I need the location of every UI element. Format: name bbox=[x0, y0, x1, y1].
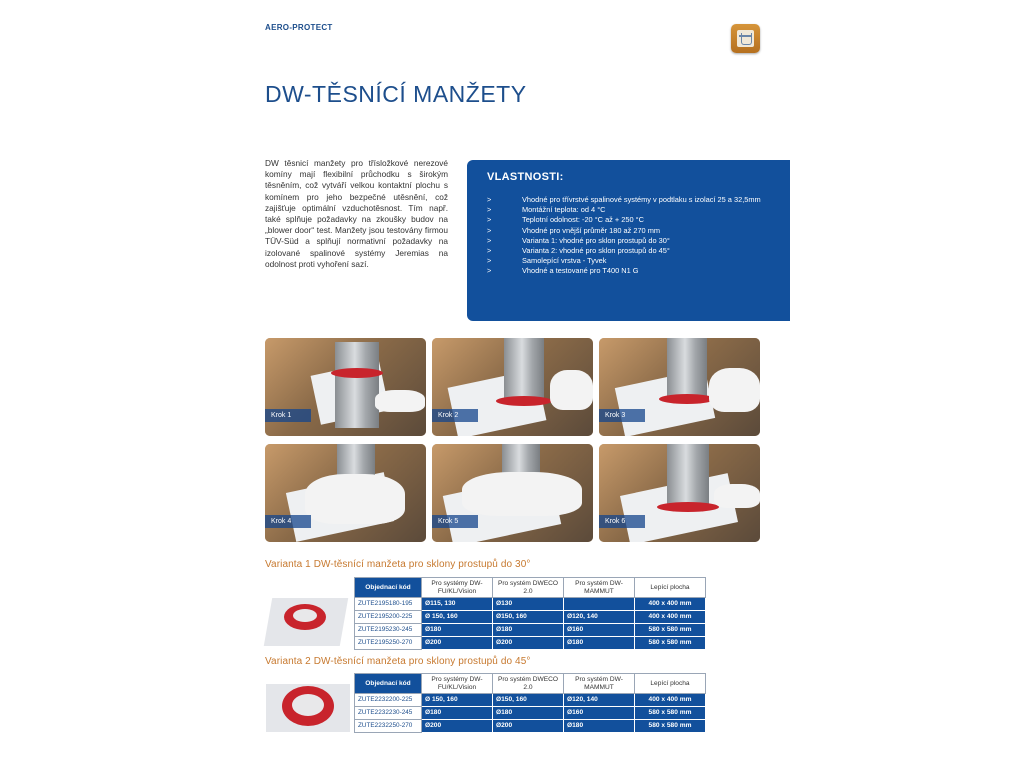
cell-area: 400 x 400 mm bbox=[635, 694, 706, 707]
cell-dw-mammut: Ø180 bbox=[564, 637, 635, 650]
cell-dw-fu: Ø180 bbox=[422, 624, 493, 637]
cell-dweco: Ø200 bbox=[493, 637, 564, 650]
cell-dw-fu: Ø115, 130 bbox=[422, 598, 493, 611]
product-icon-glyph bbox=[737, 30, 754, 47]
cell-dw-mammut: Ø120, 140 bbox=[564, 611, 635, 624]
bullet-icon: > bbox=[487, 266, 492, 276]
cell-area: 580 x 580 mm bbox=[635, 720, 706, 733]
header-adhesive-area: Lepící plocha bbox=[635, 578, 706, 598]
bullet-icon: > bbox=[487, 256, 492, 266]
properties-list bbox=[487, 195, 777, 277]
variant2-table bbox=[354, 673, 706, 733]
cell-dw-mammut: Ø160 bbox=[564, 707, 635, 720]
installation-steps bbox=[265, 338, 760, 542]
brand-label: AERO-PROTECT bbox=[265, 23, 333, 32]
property-item bbox=[487, 205, 777, 215]
cell-dw-mammut: Ø120, 140 bbox=[564, 694, 635, 707]
property-item bbox=[487, 266, 777, 276]
cell-dweco: Ø200 bbox=[493, 720, 564, 733]
cell-dweco: Ø180 bbox=[493, 624, 564, 637]
variant2-product-image bbox=[262, 680, 352, 735]
cell-code: ZUTE2195200-225 bbox=[355, 611, 422, 624]
cell-area: 580 x 580 mm bbox=[635, 707, 706, 720]
bullet-icon: > bbox=[487, 205, 492, 215]
cell-dw-mammut: Ø180 bbox=[564, 720, 635, 733]
table-row bbox=[355, 707, 706, 720]
step-photo-6 bbox=[599, 444, 760, 542]
step-label: Krok 4 bbox=[265, 515, 311, 528]
cell-area: 580 x 580 mm bbox=[635, 637, 706, 650]
table-header-row bbox=[355, 674, 706, 694]
cell-code: ZUTE2232250-270 bbox=[355, 720, 422, 733]
cell-dweco: Ø150, 160 bbox=[493, 611, 564, 624]
header-adhesive-area: Lepící plocha bbox=[635, 674, 706, 694]
table-row bbox=[355, 611, 706, 624]
variant1-product-image bbox=[260, 590, 350, 650]
step-label: Krok 1 bbox=[265, 409, 311, 422]
bullet-icon: > bbox=[487, 195, 492, 204]
cell-dw-mammut: Ø160 bbox=[564, 624, 635, 637]
cell-dw-fu: Ø200 bbox=[422, 637, 493, 650]
table-header-row bbox=[355, 578, 706, 598]
header-dw-mammut: Pro systém DW-MAMMUT bbox=[564, 578, 635, 598]
step-label: Krok 3 bbox=[599, 409, 645, 422]
bullet-icon: > bbox=[487, 235, 492, 245]
cell-area: 400 x 400 mm bbox=[635, 611, 706, 624]
header-dweco: Pro systém DWECO 2.0 bbox=[493, 674, 564, 694]
property-item bbox=[487, 236, 777, 246]
product-icon bbox=[731, 24, 760, 53]
step-photo-5 bbox=[432, 444, 593, 542]
cell-dw-fu: Ø200 bbox=[422, 720, 493, 733]
header-dw-fu: Pro systémy DW-FU/KL/Vision bbox=[422, 674, 493, 694]
cell-dw-fu: Ø 150, 160 bbox=[422, 694, 493, 707]
cell-code: ZUTE2195230-245 bbox=[355, 624, 422, 637]
step-photo-1 bbox=[265, 338, 426, 436]
property-text: Montážní teplota: od 4 °C bbox=[522, 205, 606, 215]
table-row bbox=[355, 720, 706, 733]
property-item bbox=[487, 215, 777, 225]
table-row bbox=[355, 598, 706, 611]
table-row bbox=[355, 624, 706, 637]
variant1-title: Varianta 1 DW-těsnící manžeta pro sklony prostupů do 30° bbox=[265, 559, 531, 570]
cell-code: ZUTE2195250-270 bbox=[355, 637, 422, 650]
property-item bbox=[487, 226, 777, 236]
property-text: Teplotní odolnost: -20 °C až + 250 °C bbox=[522, 215, 644, 225]
property-text: Vhodné pro třívrstvé spalinové systémy v podtlaku s izolací 25 a 32,5mm bbox=[522, 195, 761, 204]
cell-area: 580 x 580 mm bbox=[635, 624, 706, 637]
intro-paragraph: DW těsnicí manžety pro třísložkové nerezové komíny mají flexibilní průchodku s širokým těsněním, což vytváří velkou kontaktní plochu s komínem pro jeho bezpečné utěsnění, což zajišťuje optimální vzduchotěsnost. Tím např. také splňuje požadavky na zkoušky budov na „blower door“ test. Manžety jsou testovány firmou TÜV-Süd a splňují normativní požadavky na izolované spalinové systémy Jeremias na odolnost proti vyhoření sazí. bbox=[265, 158, 448, 269]
variant1-table bbox=[354, 577, 706, 650]
cell-dweco: Ø150, 160 bbox=[493, 694, 564, 707]
property-text: Samolepící vrstva - Tyvek bbox=[522, 256, 607, 266]
cell-dweco: Ø130 bbox=[493, 598, 564, 611]
step-photo-3 bbox=[599, 338, 760, 436]
cell-dweco: Ø180 bbox=[493, 707, 564, 720]
header-order-code: Objednací kód bbox=[355, 578, 422, 598]
cell-area: 400 x 400 mm bbox=[635, 598, 706, 611]
header-order-code: Objednací kód bbox=[355, 674, 422, 694]
page-title: DW-TĚSNÍCÍ MANŽETY bbox=[265, 81, 527, 108]
property-item bbox=[487, 256, 777, 266]
property-text: Varianta 2: vhodné pro sklon prostupů do 45° bbox=[522, 246, 670, 256]
property-item bbox=[487, 246, 777, 256]
header-dw-fu: Pro systémy DW-FU/KL/Vision bbox=[422, 578, 493, 598]
variant2-title: Varianta 2 DW-těsnící manžeta pro sklony prostupů do 45° bbox=[265, 656, 531, 667]
properties-panel bbox=[467, 160, 790, 321]
bullet-icon: > bbox=[487, 215, 492, 225]
step-label: Krok 5 bbox=[432, 515, 478, 528]
cell-code: ZUTE2232230-245 bbox=[355, 707, 422, 720]
cell-dw-mammut bbox=[564, 598, 635, 611]
properties-heading: VLASTNOSTI: bbox=[487, 171, 564, 183]
cell-code: ZUTE2232200-225 bbox=[355, 694, 422, 707]
property-text: Vhodné pro vnější průměr 180 až 270 mm bbox=[522, 225, 661, 235]
step-photo-2 bbox=[432, 338, 593, 436]
cell-code: ZUTE2195180-195 bbox=[355, 598, 422, 611]
bullet-icon: > bbox=[487, 225, 492, 235]
property-text: Vhodné a testované pro T400 N1 G bbox=[522, 266, 639, 276]
step-label: Krok 6 bbox=[599, 515, 645, 528]
step-label: Krok 2 bbox=[432, 409, 478, 422]
bullet-icon: > bbox=[487, 246, 492, 256]
table-row bbox=[355, 694, 706, 707]
header-dweco: Pro systém DWECO 2.0 bbox=[493, 578, 564, 598]
step-photo-4 bbox=[265, 444, 426, 542]
cell-dw-fu: Ø180 bbox=[422, 707, 493, 720]
property-item bbox=[487, 195, 777, 205]
header-dw-mammut: Pro systém DW-MAMMUT bbox=[564, 674, 635, 694]
table-row bbox=[355, 637, 706, 650]
cell-dw-fu: Ø 150, 160 bbox=[422, 611, 493, 624]
property-text: Varianta 1: vhodné pro sklon prostupů do 30° bbox=[522, 235, 670, 245]
